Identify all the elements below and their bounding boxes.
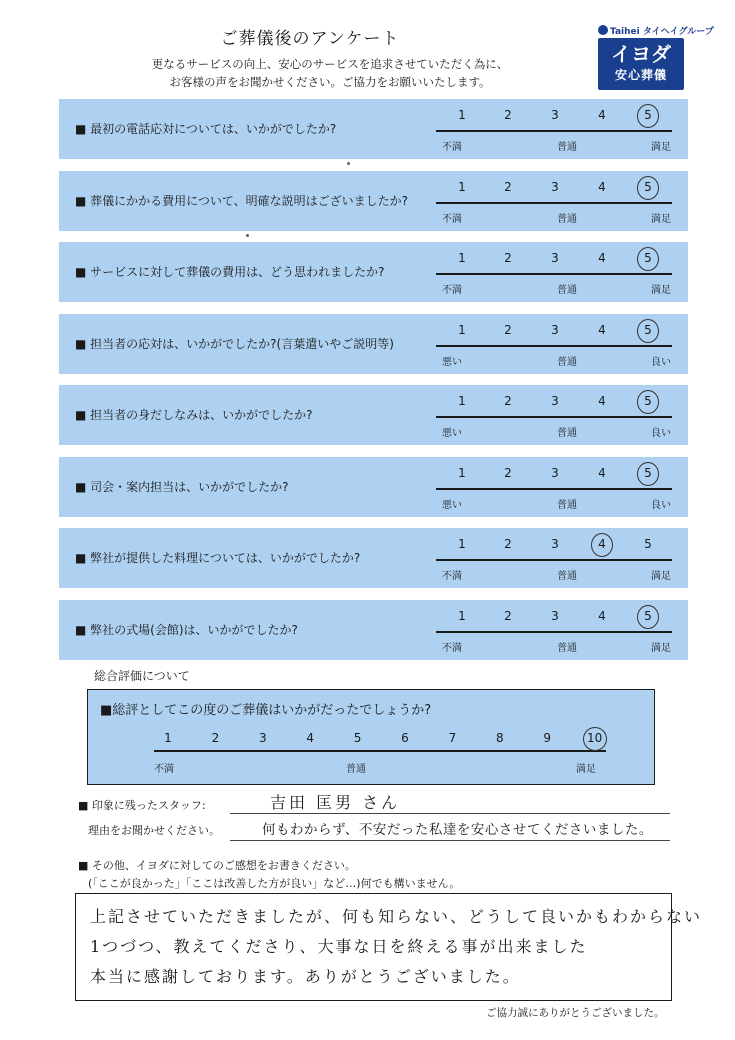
- logo-sub-text: 安心葬儀: [614, 68, 667, 82]
- rating-option-4[interactable]: 4: [598, 608, 606, 623]
- rating-option-3[interactable]: 3: [551, 394, 559, 408]
- scale-high-label: 満足: [651, 213, 671, 225]
- question-text: ■ 担当者の身だしなみは、いかがでしたか?: [75, 408, 313, 422]
- scale-low-label: 不満: [442, 285, 462, 296]
- rating-option-5[interactable]: 5: [638, 180, 658, 194]
- rating-option-3[interactable]: 3: [551, 537, 559, 551]
- rating-option-1[interactable]: 1: [458, 179, 466, 194]
- scale-low-label: 悪い: [442, 356, 462, 368]
- comment-line: 1つづつ、教えてくださり、大事な日を終える事が出来ました: [90, 937, 588, 956]
- reason-label: 理由をお聞かせください。: [88, 824, 220, 837]
- scale-mid-label: 普通: [557, 642, 577, 654]
- rating-option-2[interactable]: 2: [504, 465, 512, 480]
- rating-option-3[interactable]: 3: [551, 251, 559, 265]
- scale-high-label: 満足: [651, 642, 671, 654]
- scale-high-label: 良い: [651, 428, 671, 439]
- rating-option-1[interactable]: 1: [458, 251, 466, 265]
- scale-low-label: 不満: [442, 213, 462, 225]
- scale-low-label: 不満: [442, 142, 462, 153]
- other-sub-label: (「ここが良かった」「ここは改善した方が良い」など…)何でも構いません。: [88, 877, 461, 890]
- rating-scale-line: [436, 488, 672, 490]
- scan-dot: [246, 234, 249, 237]
- rating-option-4[interactable]: 4: [598, 322, 606, 337]
- scale-mid-label: 普通: [557, 142, 577, 153]
- taihei-mark-icon: [598, 25, 608, 35]
- intro-line: 更なるサービスの向上、安心のサービスを追求させていただく為に、: [151, 57, 509, 71]
- rating-option-3[interactable]: 3: [551, 465, 559, 480]
- rating-option-4[interactable]: 4: [598, 108, 606, 122]
- rating-scale-line: [436, 273, 672, 275]
- rating-option-4[interactable]: 4: [592, 537, 612, 551]
- scale-mid-label: 普通: [557, 285, 577, 296]
- question-row: [59, 457, 688, 517]
- scale-mid-label: 普通: [557, 213, 577, 225]
- comment-line: 本当に感謝しております。ありがとうございました。: [90, 967, 521, 986]
- rating-option-1[interactable]: 1: [458, 537, 466, 551]
- rating-option-4[interactable]: 4: [598, 179, 606, 194]
- rating-scale-line: [436, 416, 672, 418]
- scale-high-label: 満足: [651, 142, 671, 153]
- scale-high-label: 満足: [651, 571, 671, 582]
- scale-low-label: 不満: [442, 571, 462, 582]
- rating-option-5[interactable]: 5: [638, 466, 658, 480]
- overall-option-4[interactable]: 4: [306, 731, 314, 745]
- page-title: ご葬儀後のアンケート: [220, 29, 400, 49]
- rating-scale-line: [436, 202, 672, 204]
- scan-dot: [347, 162, 350, 165]
- rating-scale-line: [436, 345, 672, 347]
- question-text: ■ 弊社が提供した料理については、いかがでしたか?: [75, 551, 361, 565]
- overall-option-2[interactable]: 2: [211, 731, 220, 745]
- rating-option-2[interactable]: 2: [504, 394, 512, 408]
- reason-field[interactable]: 何もわからず、不安だった私達を安心させてくださいました。: [262, 822, 653, 838]
- question-row: [59, 171, 688, 231]
- overall-high-label: 満足: [576, 764, 596, 775]
- overall-option-7[interactable]: 7: [448, 731, 457, 745]
- other-label: ■ その他、イヨダに対してのご感想をお書きください。: [78, 859, 356, 872]
- scale-mid-label: 普通: [557, 428, 577, 439]
- rating-option-5[interactable]: 5: [638, 394, 658, 408]
- question-row: [59, 242, 688, 302]
- rating-option-2[interactable]: 2: [504, 251, 512, 265]
- rating-option-1[interactable]: 1: [458, 394, 466, 408]
- rating-option-4[interactable]: 4: [598, 394, 606, 408]
- rating-option-2[interactable]: 2: [504, 322, 512, 337]
- question-text: ■ 司会・案内担当は、いかがでしたか?: [75, 479, 289, 494]
- rating-option-2[interactable]: 2: [504, 537, 512, 551]
- staff-underline: [230, 813, 670, 814]
- rating-option-4[interactable]: 4: [598, 465, 606, 480]
- rating-option-3[interactable]: 3: [551, 108, 559, 122]
- rating-option-1[interactable]: 1: [458, 322, 466, 337]
- rating-option-4[interactable]: 4: [598, 251, 606, 265]
- rating-option-3[interactable]: 3: [551, 179, 559, 194]
- scale-low-label: 悪い: [442, 499, 462, 511]
- overall-scale-line: [154, 750, 606, 752]
- overall-heading: 総合評価について: [94, 669, 190, 683]
- question-row: [59, 314, 688, 374]
- scale-mid-label: 普通: [557, 356, 577, 368]
- overall-option-6[interactable]: 6: [401, 731, 409, 745]
- rating-option-1[interactable]: 1: [458, 608, 466, 623]
- rating-option-2[interactable]: 2: [504, 608, 512, 623]
- comment-box[interactable]: [75, 893, 703, 1001]
- scale-mid-label: 普通: [557, 571, 577, 582]
- group-logo-text: Taihei タイヘイグループ: [610, 27, 714, 37]
- rating-option-5[interactable]: 5: [644, 537, 652, 551]
- reason-underline: [230, 840, 670, 841]
- overall-mid-label: 普通: [346, 764, 366, 775]
- overall-option-5[interactable]: 5: [353, 731, 362, 745]
- rating-option-1[interactable]: 1: [458, 108, 466, 122]
- rating-option-3[interactable]: 3: [551, 608, 559, 623]
- rating-option-5[interactable]: 5: [638, 251, 658, 265]
- overall-option-8[interactable]: 8: [495, 731, 504, 745]
- rating-scale-line: [436, 559, 672, 561]
- scale-low-label: 不満: [442, 642, 462, 654]
- question-row: [59, 385, 688, 445]
- overall-option-9[interactable]: 9: [543, 731, 551, 745]
- group-logo: [598, 24, 714, 37]
- rating-option-2[interactable]: 2: [504, 108, 512, 122]
- staff-label: ■ 印象に残ったスタッフ:: [78, 799, 206, 812]
- question-row: [59, 600, 688, 660]
- intro-text: [120, 55, 540, 91]
- overall-option-1[interactable]: 1: [164, 731, 172, 745]
- staff-name-field[interactable]: 吉田 匡男 さん: [270, 793, 401, 812]
- scale-high-label: 良い: [651, 499, 671, 511]
- overall-question: ■総評としてこの度のご葬儀はいかがだったでしょうか?: [100, 703, 432, 718]
- question-text: ■ 担当者の応対は、いかがでしたか?(言葉遣いやご説明等): [75, 336, 394, 351]
- question-row: [59, 528, 688, 588]
- logo-main-text: イヨダ: [611, 42, 671, 66]
- scale-mid-label: 普通: [557, 499, 577, 511]
- rating-option-1[interactable]: 1: [458, 465, 466, 480]
- thanks-text: ご協力誠にありがとうございました。: [486, 1007, 665, 1019]
- rating-option-5[interactable]: 5: [638, 323, 658, 337]
- scale-high-label: 良い: [651, 356, 671, 368]
- scale-high-label: 満足: [651, 285, 671, 296]
- rating-scale-line: [436, 631, 672, 633]
- question-text: ■ 弊社の式場(会館)は、いかがでしたか?: [75, 622, 298, 637]
- overall-low-label: 不満: [154, 764, 174, 775]
- question-row: [59, 99, 688, 159]
- scale-low-label: 悪い: [442, 428, 462, 439]
- rating-scale-line: [436, 130, 672, 132]
- question-text: ■ サービスに対して葬儀の費用は、どう思われましたか?: [75, 265, 385, 279]
- question-text: ■ 最初の電話応対については、いかがでしたか?: [75, 122, 337, 136]
- rating-option-5[interactable]: 5: [638, 108, 658, 122]
- question-text: ■ 葬儀にかかる費用について、明確な説明はございましたか?: [75, 193, 409, 208]
- overall-option-3[interactable]: 3: [258, 731, 267, 745]
- rating-option-2[interactable]: 2: [504, 179, 512, 194]
- comment-line: 上記させていただきましたが、何も知らない、どうして良いかもわからない: [90, 907, 703, 926]
- rating-option-5[interactable]: 5: [638, 609, 658, 623]
- overall-option-10[interactable]: 10: [583, 731, 607, 745]
- intro-line: お客様の声をお聞かせください。ご協力をお願いいたします。: [169, 75, 491, 89]
- overall-rating-box: [87, 689, 655, 785]
- rating-option-3[interactable]: 3: [551, 322, 559, 337]
- company-logo: [598, 38, 684, 90]
